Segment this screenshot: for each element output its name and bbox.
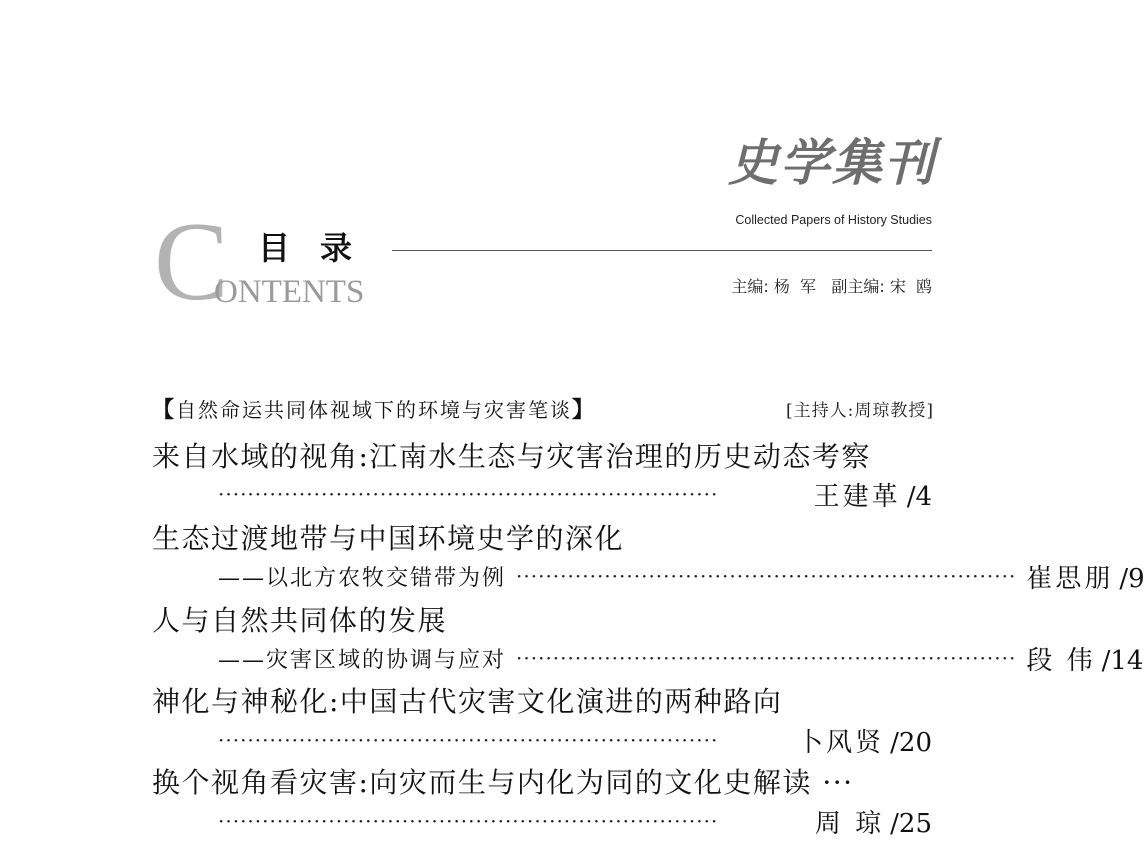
- toc-entry-author: 周 琼: [814, 809, 885, 839]
- contents-logo-initial: C: [154, 200, 229, 324]
- section-title-group: [152, 393, 596, 424]
- toc-entry-author: 崔思朋: [1026, 564, 1114, 594]
- section-bracket-close: 】: [572, 396, 597, 423]
- section-heading: [152, 394, 934, 422]
- chief-editor-label: 主编:: [731, 277, 769, 296]
- contents-heading: 目录: [258, 229, 383, 267]
- toc-entry-author: 卜风贤: [797, 728, 885, 758]
- toc-entry-line[interactable]: [218, 808, 932, 840]
- toc-entry-subtitle: ——以北方农牧交错带为例: [218, 566, 507, 591]
- toc-entry-title[interactable]: 来自水域的视角:江南水生态与灾害治理的历史动态考察: [152, 440, 871, 473]
- toc-leader-dots: ····································································: [218, 728, 719, 752]
- toc-entry-subtitle: ——灾害区域的协调与应对: [218, 648, 507, 673]
- toc-leader-dots: ····································································: [218, 482, 719, 506]
- journal-subtitle: Collected Papers of History Studies: [735, 213, 932, 227]
- toc-entry-line[interactable]: [218, 727, 932, 759]
- toc-entry-title[interactable]: 人与自然共同体的发展: [152, 604, 448, 637]
- deputy-editor-label: 副主编:: [831, 277, 885, 296]
- toc-leader-dots: ····································································: [218, 809, 719, 833]
- deputy-editor-name: 宋 鸥: [889, 277, 932, 296]
- toc-entry-line[interactable]: [218, 645, 1144, 677]
- toc-entry-author: 段 伟: [1026, 646, 1096, 676]
- toc-leader-dots: ····································································: [516, 564, 1017, 588]
- section-host: [主持人:周琼教授]: [786, 400, 934, 421]
- toc-entry-page: /25: [890, 809, 932, 839]
- toc-entry-page: /20: [890, 728, 932, 758]
- journal-title: 史学集刊: [728, 133, 936, 192]
- toc-entry-page: /9: [1119, 564, 1145, 594]
- toc-entry-line[interactable]: [218, 563, 1145, 595]
- section-bracket-open: 【: [152, 396, 177, 423]
- chief-editor-name: 杨 军: [773, 277, 817, 296]
- toc-entry-title[interactable]: 换个视角看灾害:向灾而生与内化为同的文化史解读 ···: [152, 766, 854, 799]
- toc-entry-author: 王建革: [813, 482, 901, 512]
- contents-logo-rest: ONTENTS: [214, 274, 365, 310]
- section-title: 自然命运共同体视域下的环境与灾害笔谈: [176, 397, 573, 422]
- toc-entry-page: /4: [906, 482, 932, 512]
- toc-entry-page: /14: [1101, 646, 1144, 676]
- toc-entry-line[interactable]: [218, 481, 932, 513]
- toc-entry-title[interactable]: 生态过渡地带与中国环境史学的深化: [152, 522, 625, 555]
- toc-leader-dots: ····································································: [516, 646, 1017, 670]
- editors-line: [640, 274, 932, 297]
- toc-entry-title[interactable]: 神化与神秘化:中国古代灾害文化演进的两种路向: [152, 685, 783, 718]
- header-rule: [392, 250, 932, 251]
